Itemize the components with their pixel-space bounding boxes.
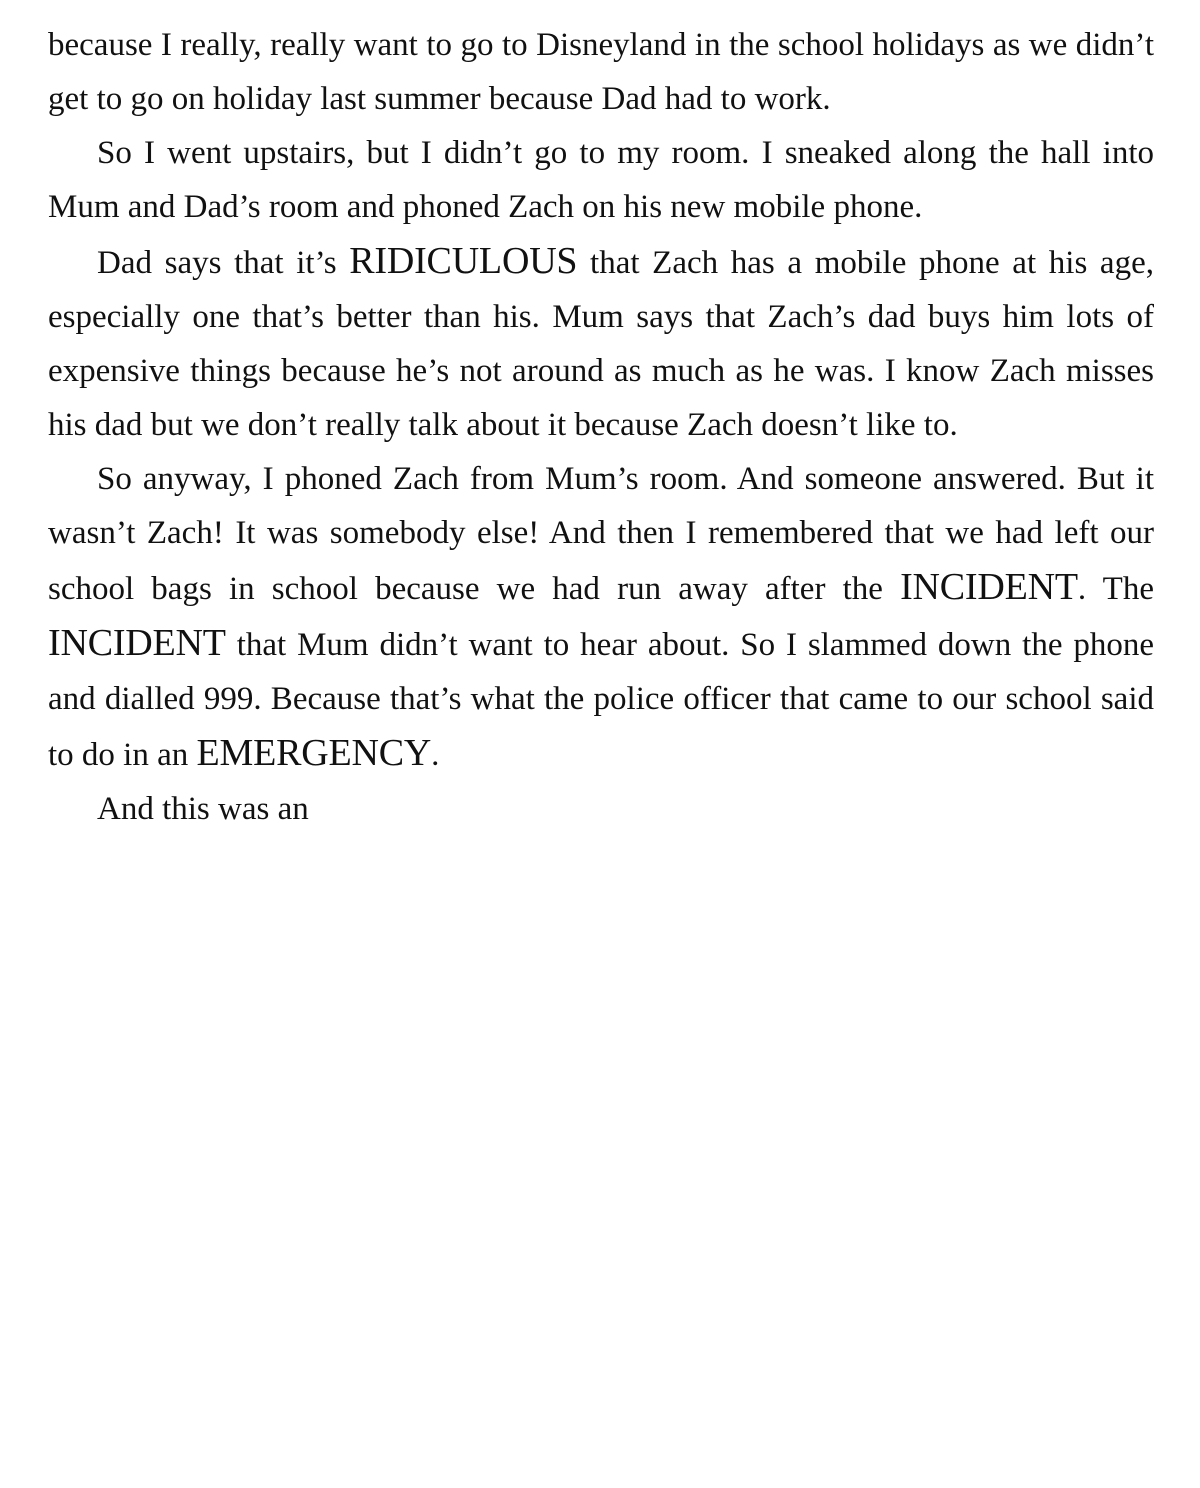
paragraph-text: So anyway, I phoned Zach from Mum’s room. And someone answered. But it wasn’t Zach! It was somebody else! And then I remembered that we had left our school bags in school because we had run away after the: [48, 461, 1154, 607]
paragraph-text: Dad says that it’s: [97, 245, 350, 281]
paragraph-text: that Mum didn’t want to hear about. So I slammed down the phone and dialled 999. Because that’s what the police officer that came to our school said to do in an: [48, 627, 1154, 773]
paragraph-text: .: [431, 737, 440, 773]
emphasis-caps: INCIDENT: [48, 622, 226, 664]
emphasis-caps: EMERGENCY: [196, 732, 432, 774]
emphasis-caps: RIDICULOUS: [349, 240, 578, 282]
book-page: [48, 18, 1154, 836]
paragraph-text: . The: [1077, 571, 1154, 607]
paragraph-text: because I really, really want to go to Disneyland in the school holidays as we didn’t get to go on holiday last summer because Dad had to work.: [48, 27, 1154, 117]
paragraph-3: [48, 234, 1154, 452]
paragraph-text: And this was an: [97, 791, 309, 827]
paragraph-2: [48, 126, 1154, 234]
paragraph-text: that Zach has a mobile phone at his age, especially one that’s better than his. Mum says that Zach’s dad buys him lots of expensive things because he’s not around as much as he was. I know Zach misses his dad but we don’t really talk about it because Zach doesn’t like to.: [48, 245, 1154, 443]
paragraph-4: [48, 452, 1154, 782]
paragraph-5: [48, 782, 1154, 836]
paragraph-1: [48, 18, 1154, 126]
paragraph-text: So I went upstairs, but I didn’t go to my room. I sneaked along the hall into Mum and Dad’s room and phoned Zach on his new mobile phone.: [48, 135, 1154, 225]
emphasis-caps: INCIDENT: [900, 566, 1078, 608]
